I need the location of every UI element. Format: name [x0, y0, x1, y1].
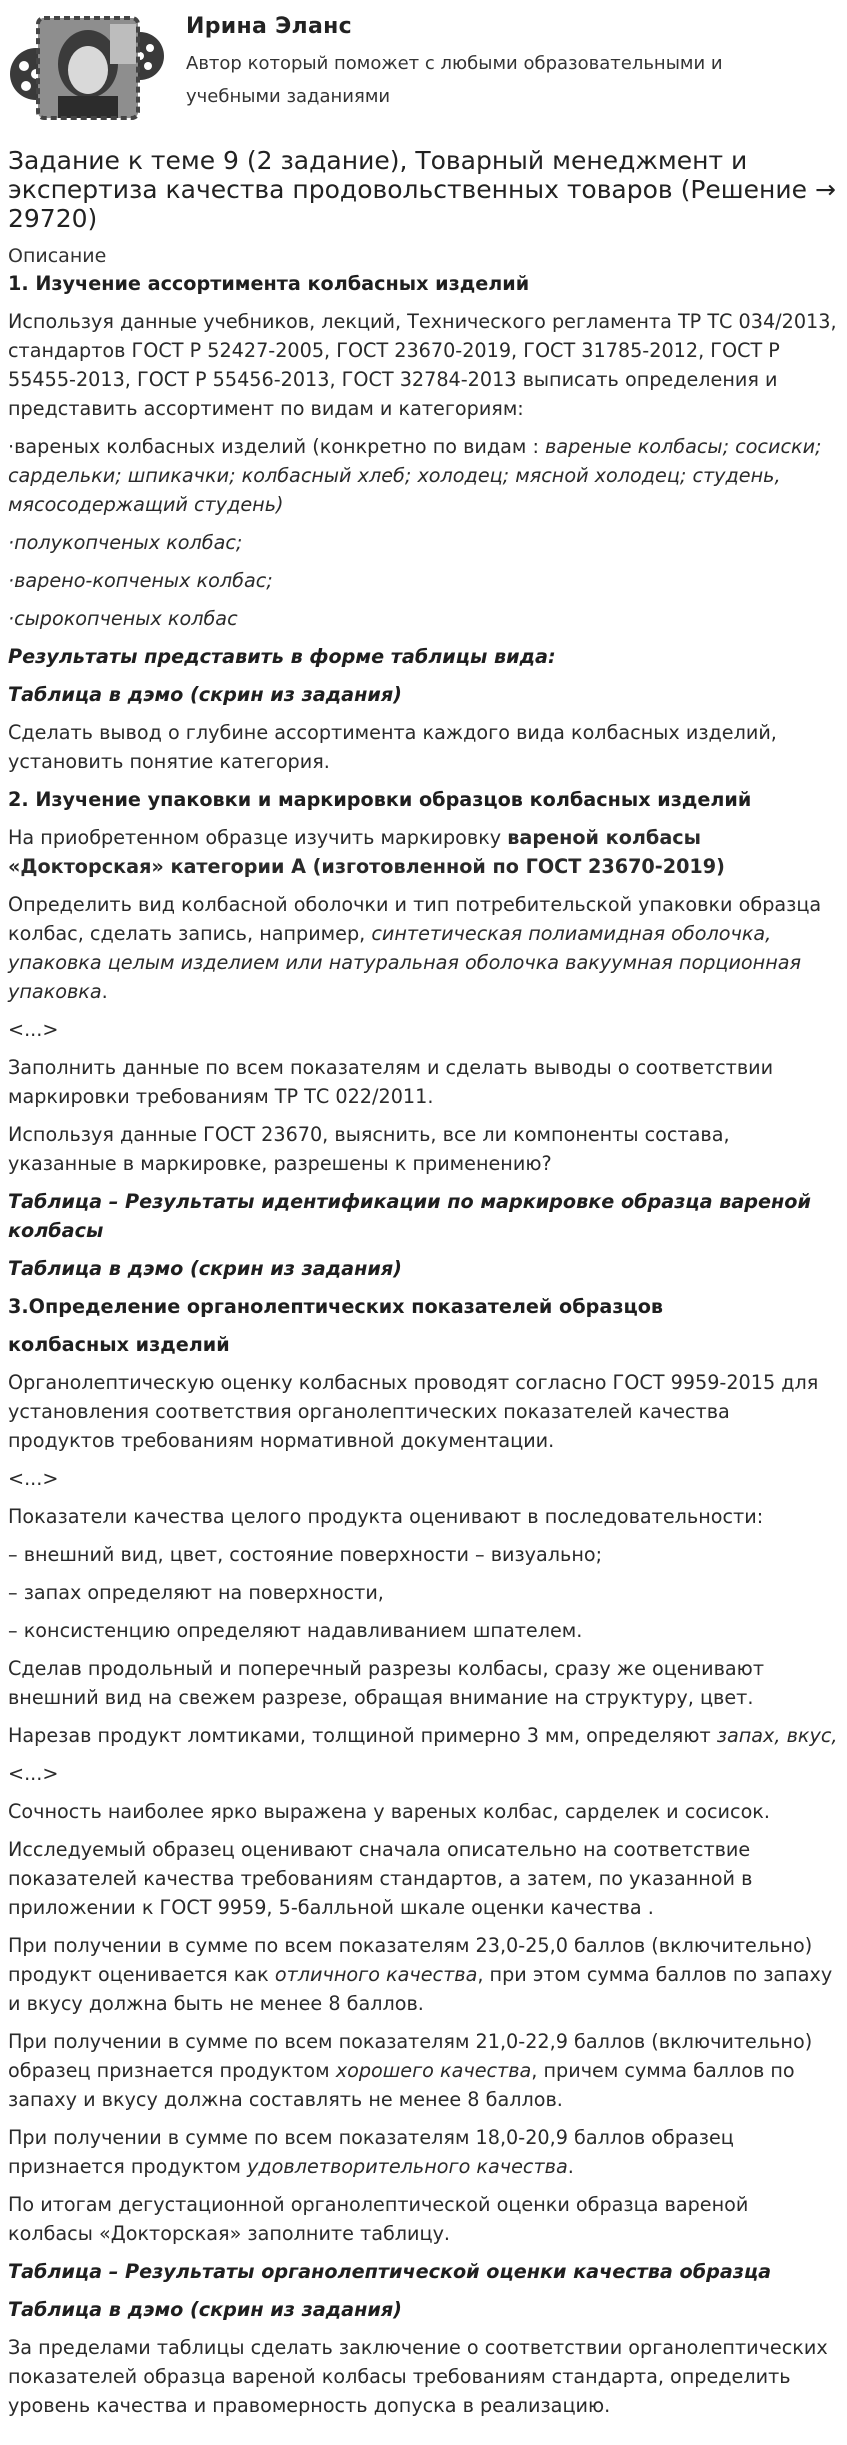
paragraph-suffix: . [101, 980, 108, 1003]
bullet-italic-text: вареные колбасы; сосиски; сардельки; шпикачки; колбасный хлеб; холодец; мясной холодец; студень, мясосодержащий студень) [8, 435, 822, 516]
section-3-paragraph-6: Исследуемый образец оценивают сначала описательно на соответствие показателей качества требованиям стандартов, а затем, по указанной в приложении к ГОСТ 9959, 5-балльной шкале оценки качества . [8, 1838, 753, 1919]
paragraph-italic-text: запах, вкус, [716, 1724, 838, 1747]
paragraph-suffix: . [567, 2155, 574, 2178]
task-title: Задание к теме 9 (2 задание), Товарный менеджмент и экспертиза качества продовольственных товаров (Решение → 29720) [8, 146, 836, 233]
section-1-conclusion: Сделать вывод о глубине ассортимента каждого вида колбасных изделий, установить понятие категория. [8, 721, 777, 773]
avatar[interactable] [8, 4, 168, 134]
section-3-paragraph-2: Показатели качества целого продукта оценивают в последовательности: [8, 1505, 764, 1528]
section-1-table-demo: Таблица в дэмо (скрин из задания) [8, 683, 402, 706]
description-label: Описание [8, 245, 107, 267]
paragraph-bold-text: вареной колбасы «Докторская» категории А (изготовленной по ГОСТ 23670-2019) [8, 826, 725, 878]
section-3-paragraph-3: Сделав продольный и поперечный разрезы колбасы, сразу же оценивают внешний вид на свежем разрезе, обращая внимание на структуру, цвет. [8, 1657, 764, 1709]
section-1-results-form: Результаты представить в форме таблицы вида: [8, 645, 556, 668]
section-3-paragraph-5: Сочность наиболее ярко выражена у вареных колбас, сарделек и сосисок. [8, 1800, 771, 1823]
section-3-paragraph-9 [8, 2123, 839, 2181]
section-2-paragraph-3: Заполнить данные по всем показателям и сделать выводы о соответствии маркировки требованиям ТР ТС 022/2011. [8, 1056, 774, 1108]
paragraph-italic-text: синтетическая полиамидная оболочка, упаковка целым изделием или натуральная оболочка вакуумная порционная упаковка [8, 922, 802, 1003]
avatar-image [8, 4, 168, 134]
section-3-table-demo: Таблица в дэмо (скрин из задания) [8, 2298, 402, 2321]
section-1-heading: 1. Изучение ассортимента колбасных изделий [8, 272, 530, 295]
section-3-dash-3: – консистенцию определяют надавливанием шпателем. [8, 1619, 583, 1642]
paragraph-text: Нарезав продукт ломтиками, толщиной примерно 3 мм, определяют [8, 1724, 717, 1747]
section-1-paragraph: Используя данные учебников, лекций, Технического регламента ТР ТС 034/2013, стандартов ГОСТ Р 52427-2005, ГОСТ 23670-2019, ГОСТ 31785-2012, ГОСТ Р 55455-2013, ГОСТ Р 55456-2013, ГОСТ 32784-2013 выписать определения и представить ассортимент по видам и категориям: [8, 310, 837, 420]
section-3-dash-1: – внешний вид, цвет, состояние поверхности – визуально; [8, 1543, 603, 1566]
section-1-bullet-semismoked: ·полукопченых колбас; [8, 531, 243, 554]
paragraph-text: При получении в сумме по всем показателям 23,0-25,0 баллов (включительно) продукт оценивается как [8, 1934, 813, 1986]
section-3-paragraph-7 [8, 1931, 839, 2018]
author-name[interactable]: Ирина Эланс [186, 14, 352, 39]
author-description: Автор который поможет с любыми образовательными и учебными заданиями [186, 53, 723, 107]
section-2-table-title: Таблица – Результаты идентификации по маркировке образца вареной колбасы [8, 1190, 811, 1242]
section-2-heading: 2. Изучение упаковки и маркировки образцов колбасных изделий [8, 788, 752, 811]
section-3-heading-line-1: 3.Определение органолептических показателей образцов [8, 1295, 664, 1318]
paragraph-italic-text: отличного качества [274, 1963, 478, 1986]
author-info [186, 4, 766, 113]
paragraph-text: При получении в сумме по всем показателям 21,0-22,9 баллов (включительно) образец признается продуктом [8, 2030, 813, 2082]
section-3-paragraph-8 [8, 2027, 839, 2114]
section-1-bullet-raw-smoked: ·сырокопченых колбас [8, 607, 238, 630]
paragraph-text: На приобретенном образце изучить маркировку [8, 826, 508, 849]
author-header [8, 0, 839, 144]
paragraph-suffix: , при этом сумма баллов по запаху и вкусу должна быть не менее 8 баллов. [8, 1963, 833, 2015]
section-3-paragraph-11: За пределами таблицы сделать заключение о соответствии органолептических показателей образца вареной колбасы требованиям стандарта, определить уровень качества и правомерность допуска в реализацию. [8, 2336, 828, 2417]
paragraph-text: При получении в сумме по всем показателям 18,0-20,9 баллов образец признается продуктом [8, 2126, 734, 2178]
section-2-paragraph-1 [8, 823, 839, 881]
bullet-text: ·вареных колбасных изделий (конкретно по видам : [8, 435, 546, 458]
section-3-heading-line-2: колбасных изделий [8, 1333, 230, 1356]
section-2-ellipsis: <...> [8, 1018, 59, 1041]
section-2-paragraph-4: Используя данные ГОСТ 23670, выяснить, все ли компоненты состава, указанные в маркировке, разрешены к применению? [8, 1123, 730, 1175]
section-3-dash-2: – запах определяют на поверхности, [8, 1581, 384, 1604]
paragraph-suffix: , причем сумма баллов по запаху и вкусу должна составлять не менее 8 баллов. [8, 2059, 795, 2111]
paragraph-italic-text: хорошего качества [335, 2059, 532, 2082]
section-3-paragraph-10: По итогам дегустационной органолептической оценки образца вареной колбасы «Докторская» заполните таблицу. [8, 2193, 749, 2245]
section-3-ellipsis-2: <...> [8, 1762, 59, 1785]
section-1-bullet-boiled-smoked: ·варено-копченых колбас; [8, 569, 273, 592]
section-2-paragraph-2 [8, 890, 839, 1006]
section-3-ellipsis-1: <...> [8, 1467, 59, 1490]
section-2-table-demo: Таблица в дэмо (скрин из задания) [8, 1257, 402, 1280]
paragraph-text: Определить вид колбасной оболочки и тип потребительской упаковки образца колбас, сделать запись, например, [8, 893, 822, 945]
section-1-bullet-boiled [8, 432, 839, 519]
section-3-table-title: Таблица – Результаты органолептической оценки качества образца [8, 2260, 772, 2283]
section-3-paragraph-1: Органолептическую оценку колбасных проводят согласно ГОСТ 9959-2015 для установления соответствия органолептических показателей качества продуктов требованиям нормативной документации. [8, 1371, 819, 1452]
section-3-paragraph-4 [8, 1721, 839, 1750]
paragraph-italic-text: удовлетворительного качества [247, 2155, 568, 2178]
